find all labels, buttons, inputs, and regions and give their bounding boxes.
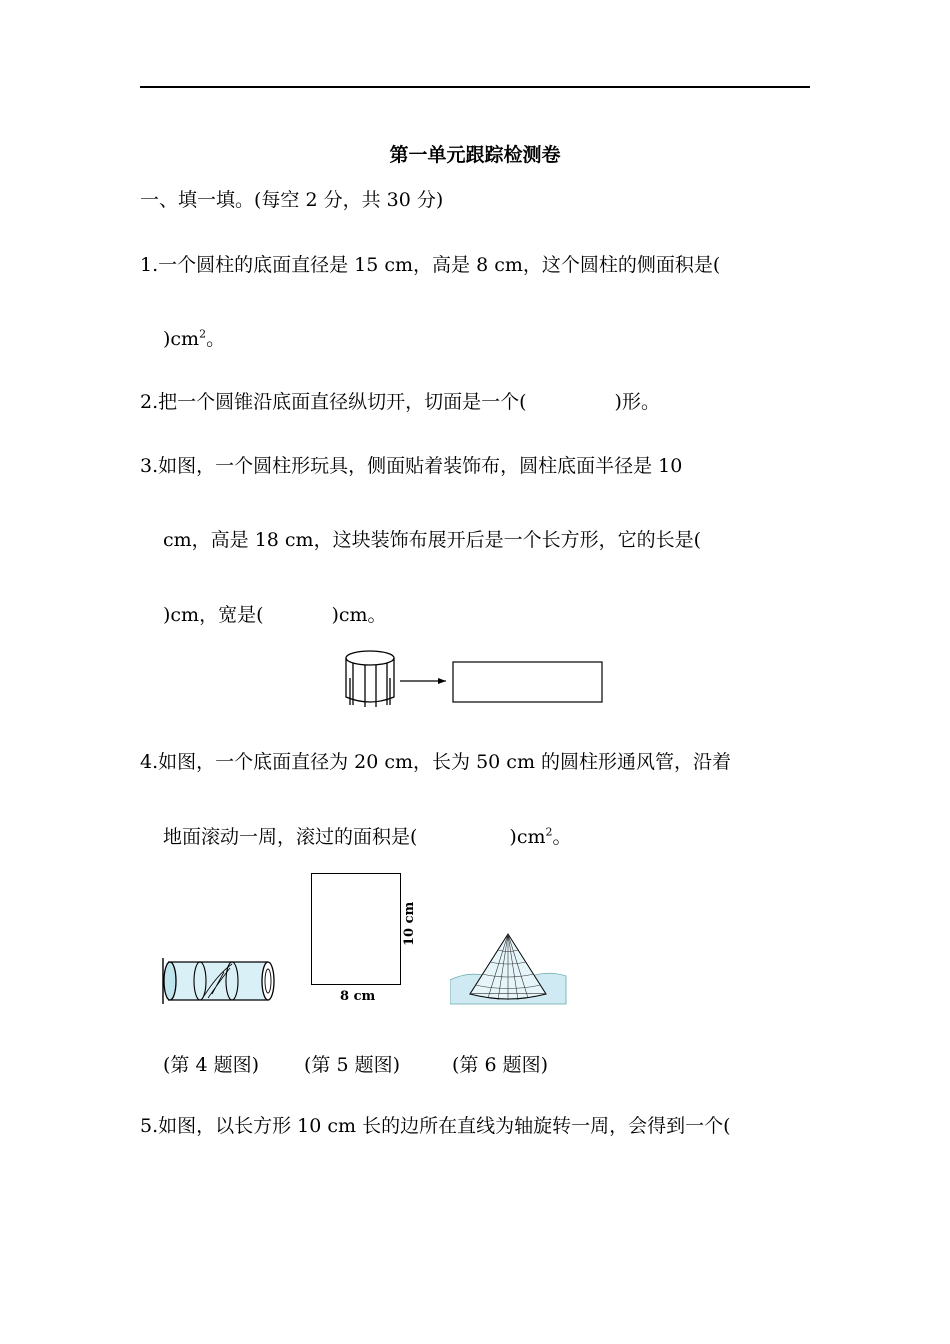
ventilation-pipe-icon [160, 950, 280, 1010]
question-3-line-2: cm，高是 18 cm，这块装饰布展开后是一个长方形，它的长是( [163, 529, 701, 551]
question-2-end: )形。 [614, 391, 660, 413]
page-title: 第一单元跟踪检测卷 [389, 144, 561, 166]
question-1-line-1: 1.一个圆柱的底面直径是 15 cm，高是 8 cm，这个圆柱的侧面积是( [140, 254, 721, 276]
question-4-text: 地面滚动一周，滚过的面积是( [163, 826, 418, 848]
question-1-unit: )cm [163, 328, 200, 350]
question-3-length-unit: )cm，宽是( [163, 604, 264, 626]
rotation-rectangle [311, 873, 401, 985]
header-rule [140, 86, 810, 88]
question-1-superscript: 2 [199, 327, 207, 341]
arrow-head-icon [438, 678, 446, 684]
question-3-line-3 [163, 603, 387, 627]
question-4-line-2 [163, 825, 572, 849]
unfolded-rectangle [453, 662, 602, 702]
rectangle-width-label: 8 cm [340, 989, 376, 1004]
question-1-line-2 [163, 327, 225, 351]
question-5-line-1: 5.如图，以长方形 10 cm 长的边所在直线为轴旋转一周，会得到一个( [140, 1115, 731, 1137]
question-3-line-1: 3.如图，一个圆柱形玩具，侧面贴着装饰布，圆柱底面半径是 10 [140, 455, 683, 477]
cylinder-toy-unfold-figure [340, 645, 610, 715]
question-4-unit: )cm [509, 826, 546, 848]
question-4-end: 。 [552, 826, 572, 848]
section-heading: 一、填一填。(每空 2 分，共 30 分) [140, 189, 444, 211]
figure-6-caption: (第 6 题图) [452, 1054, 548, 1076]
question-4-superscript: 2 [545, 825, 553, 839]
figure-4-caption: (第 4 题图) [163, 1054, 259, 1076]
figure-5-caption: (第 5 题图) [304, 1054, 400, 1076]
question-2-text: 2.把一个圆锥沿底面直径纵切开，切面是一个( [140, 391, 527, 413]
question-1-end: 。 [206, 328, 226, 350]
question-4-line-1: 4.如图，一个底面直径为 20 cm，长为 50 cm 的圆柱形通风管，沿着 [140, 751, 731, 773]
question-2 [140, 390, 660, 414]
cylinder-toy-icon [346, 651, 394, 707]
question-3-width-unit: )cm。 [331, 604, 387, 626]
rectangle-height-label: 10 cm [402, 901, 417, 946]
cone-tent-icon [450, 930, 568, 1006]
